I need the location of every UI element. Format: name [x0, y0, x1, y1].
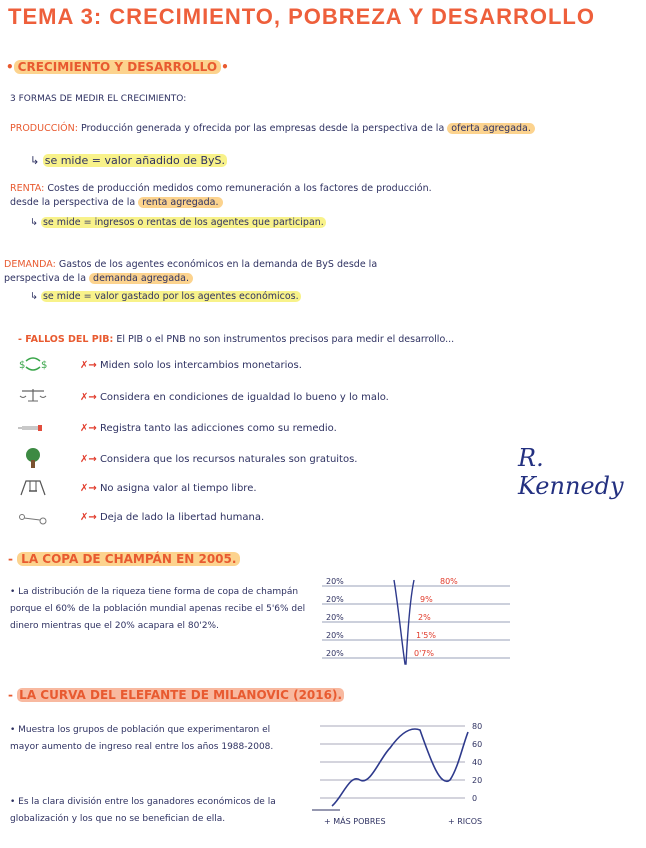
swing-icon — [18, 480, 48, 496]
copa-left-label: 20% — [326, 649, 344, 658]
section-heading-copa: - LA COPA DE CHAMPÁN EN 2005. — [8, 552, 240, 566]
fallo-item: ✗→ Considera en condiciones de igualdad lo bueno y lo malo. — [80, 392, 389, 403]
chain-icon — [18, 510, 48, 526]
demanda-block: DEMANDA: Gastos de los agentes económicos en la demanda de ByS desde la perspectiva de la demanda agregada. — [4, 259, 378, 284]
copa-champan-chart — [322, 574, 512, 670]
copa-left-label: 20% — [326, 577, 344, 586]
tree-icon — [18, 447, 48, 469]
copa-right-label: 0'7% — [414, 649, 434, 658]
svg-text:$: $ — [41, 360, 48, 371]
copa-text: • La distribución de la riqueza tiene forma de copa de champán porque el 60% de la población mundial apenas recibe el 5'6% del dinero mientras que el 20% acapara el 80'2%. — [10, 587, 306, 631]
copa-right-label: 9% — [420, 595, 433, 604]
fallos-heading: - FALLOS DEL PIB: El PIB o el PNB no son instrumentos precisos para medir el desarrollo... — [18, 334, 455, 345]
elefante-text-2: • Es la clara división entre los ganadores económicos de la globalización y los que no se benefician de ella. — [10, 797, 276, 824]
elephant-y-tick: 20 — [472, 776, 483, 785]
demanda-mide: ↳ se mide = valor gastado por los agentes económicos. — [30, 291, 299, 302]
money-exchange-icon — [18, 356, 48, 372]
copa-right-label: 2% — [418, 613, 431, 622]
elephant-curve-chart — [300, 718, 500, 836]
elephant-y-tick: 0 — [472, 794, 478, 803]
produccion-block: PRODUCCIÓN: Producción generada y ofrecida por las empresas desde la perspectiva de la oferta agregada. — [10, 122, 630, 136]
subheading-formas: 3 FORMAS DE MEDIR EL CRECIMIENTO: — [10, 94, 187, 104]
section-heading-crecimiento: • CRECIMIENTO Y DESARROLLO • — [6, 60, 229, 74]
svg-text:$: $ — [19, 360, 26, 371]
fallo-item: ✗→ Registra tanto las adicciones como su remedio. — [80, 423, 337, 434]
balance-scale-icon — [18, 387, 48, 403]
produccion-mide: ↳ se mide = valor añadido de ByS. — [30, 154, 225, 167]
signature-kennedy: R. Kennedy — [518, 444, 624, 500]
renta-mide: ↳ se mide = ingresos o rentas de los agentes que participan. — [30, 217, 324, 228]
fallo-item: ✗→ Deja de lado la libertad humana. — [80, 512, 265, 523]
fallo-item: ✗→ Considera que los recursos naturales son gratuitos. — [80, 454, 358, 465]
fallo-item: ✗→ No asigna valor al tiempo libre. — [80, 483, 257, 494]
copa-left-label: 20% — [326, 595, 344, 604]
elephant-y-tick: 60 — [472, 740, 483, 749]
copa-right-label: 1'5% — [416, 631, 436, 640]
elephant-y-tick: 80 — [472, 722, 483, 731]
syringe-icon — [18, 419, 48, 435]
x-right-label: + RICOS — [448, 817, 483, 826]
copa-left-label: 20% — [326, 631, 344, 640]
page-title: TEMA 3: CRECIMIENTO, POBREZA Y DESARROLLO — [8, 4, 595, 29]
x-left-label: + MÁS POBRES — [324, 817, 386, 826]
fallo-item: ✗→ Miden solo los intercambios monetarios. — [80, 360, 302, 371]
section-heading-elefante: - LA CURVA DEL ELEFANTE DE MILANOVIC (2016). — [8, 688, 343, 702]
renta-block: RENTA: Costes de producción medidos como remuneración a los factores de producción. desde la perspectiva de la renta agregada. — [10, 183, 432, 208]
elephant-y-tick: 40 — [472, 758, 483, 767]
copa-left-label: 20% — [326, 613, 344, 622]
elephant-curve-line — [332, 729, 468, 806]
copa-right-label: 80% — [440, 577, 458, 586]
elefante-text-1: • Muestra los grupos de población que experimentaron el mayor aumento de ingreso real entre los años 1988-2008. — [10, 725, 274, 752]
